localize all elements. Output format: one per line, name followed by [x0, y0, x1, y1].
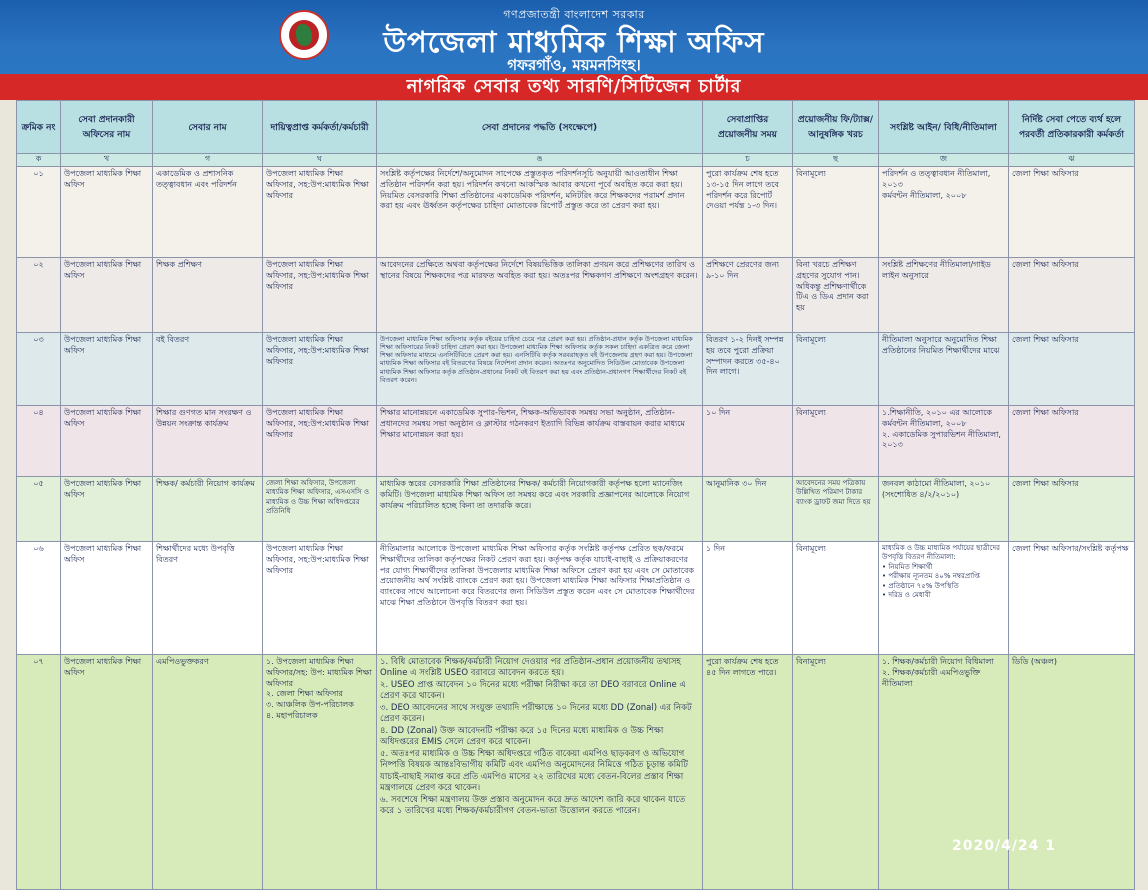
column-header: সংশ্লিষ্ট আইন/ বিধি/নীতিমালা	[879, 101, 1009, 154]
header	[0, 0, 1148, 74]
serial-number: ০২	[17, 258, 61, 333]
service-time: প্রশিক্ষণে প্রেরণের জন্য ৯-১০ দিন	[703, 258, 793, 333]
service-fee: বিনামূল্যে	[793, 406, 879, 477]
serial-number: ০৩	[17, 333, 61, 406]
column-code: ছ	[793, 154, 879, 167]
office-location: গফরগাঁও, ময়মনসিংহ।	[507, 56, 641, 74]
service-fee: বিনা খরচে প্রশিক্ষণ গ্রহণের সুযোগ পান। অধিকন্তু প্রশিক্ষণার্থীকে টিএ ও ডিএ প্রদান করা হয়	[793, 258, 879, 333]
table-row	[17, 655, 1135, 890]
serial-number: ০১	[17, 167, 61, 258]
remedy-officer: জেলা শিক্ষা অফিসার/সংশ্লিষ্ট কর্তৃপক্ষ	[1009, 542, 1135, 655]
citizen-charter-banner: নাগরিক সেবার তথ্য সারণি/সিটিজেন চার্টার	[0, 74, 1148, 100]
column-header: সেবা প্রদানের পদ্ধতি (সংক্ষেপে)	[377, 101, 703, 154]
remedy-officer: ডিডি (অঞ্চল)	[1009, 655, 1135, 890]
office-title: উপজেলা মাধ্যমিক শিক্ষা অফিস	[383, 25, 765, 59]
column-header: সেবাপ্রাপ্তির প্রয়োজনীয় সময়	[703, 101, 793, 154]
service-name: এমপিওভুক্তকরণ	[153, 655, 263, 890]
citizen-charter-table	[16, 100, 1135, 890]
service-fee: বিনামূল্যে	[793, 167, 879, 258]
column-header: নির্দিষ্ট সেবা পেতে ব্যর্থ হলে পরবর্তী প্রতিকারকারী কর্মকর্তা	[1009, 101, 1135, 154]
serial-number: ০৬	[17, 542, 61, 655]
related-law: ১.শিক্ষানীতি, ২০১০ এর আলোকে কর্মবন্টন নীতিমালা, ২০০৮ ২. একাডেমিক সুপারভিশন নীতিমালা, ২০১৩	[879, 406, 1009, 477]
column-code: ঝ	[1009, 154, 1135, 167]
header-row	[17, 101, 1135, 154]
service-method: সংশ্লিষ্ট কর্তৃপক্ষের নির্দেশে/অনুমোদন সাপেক্ষে প্রস্তুতকৃত পরিদর্শনসূচি অনুযায়ী আওতাধীন শিক্ষা প্রতিষ্ঠান পরিদর্শন করা হয়। পরিদর্শন কখনো আকস্মিক আবার কখনো পূর্বে অবহিত করে করা হয়। নিয়মিত বেসরকারি শিক্ষা প্রতিষ্ঠানের একাডেমিক পরিদর্শন, মনিটরিং করে শিক্ষকদের পরামর্শ প্রদান করা হয় এবং ঊর্ধ্বতন কর্তৃপক্ষের চাহিদা মোতাবেক রিপোর্ট প্রস্তুত করে তা প্রেরণ করা হয়।	[377, 167, 703, 258]
remedy-officer: জেলা শিক্ষা অফিসার	[1009, 333, 1135, 406]
serial-number: ০৭	[17, 655, 61, 890]
service-method: মাধ্যমিক স্তরের বেসরকারি শিক্ষা প্রতিষ্ঠানের শিক্ষক/ কর্মচারী নিয়োগকারী কর্তৃপক্ষ হলো ম্যানেজিং কমিটি। উপজেলা মাধ্যমিক শিক্ষা অফিস তা সমন্বয় করে এবং সরকারি প্রজ্ঞাপনের আলোকে নিয়োগ কার্যক্রম পরিচালিত হচ্ছে কিনা তা তদারকি করে।	[377, 477, 703, 542]
table-row	[17, 406, 1135, 477]
table-row	[17, 333, 1135, 406]
service-name: বই বিতরণ	[153, 333, 263, 406]
service-method: উপজেলা মাধ্যমিক শিক্ষা অফিসার কর্তৃক বইয়ের চাহিদা চেয়ে পত্র প্রেরণ করা হয়। প্রতিষ্ঠান-প্রধান কর্তৃক উপজেলা মাধ্যমিক শিক্ষা অফিসারের নিকট চাহিদা প্রেরণ করা হয়। উপজেলা মাধ্যমিক শিক্ষা অফিসার কর্তৃক সকল চাহিদা একত্রিত করে জেলা শিক্ষা অফিসার মাধ্যমে এনসিটিবিতে প্রেরণ করা হয়। এনসিটিবি কর্তৃক সরবরাহকৃত বই উপজেলায় গ্রহণ করা হয়। উপজেলা মাধ্যমিক শিক্ষা অফিসার বই বিতরণের বিষয়ে নির্দেশনা প্রদান করেন। অতঃপর অনুমোদিত সিডিউল মোতাবেক উপজেলা মাধ্যমিক শিক্ষা অফিসার কর্তৃক প্রতিষ্ঠান-প্রধানের নিকট বই বিতরণ করা হয় এবং প্রতিষ্ঠান-প্রধানগণ শিক্ষার্থীদের নিকট বই বিতরণ করেন।	[377, 333, 703, 406]
service-time: আনুমানিক ৩০ দিন	[703, 477, 793, 542]
service-method: নীতিমালার আলোকে উপজেলা মাধ্যমিক শিক্ষা অফিসার কর্তৃক সংশ্লিষ্ট কর্তৃপক্ষ প্রেরিত ছক/ফরমে শিক্ষার্থীদের তালিকা কর্তৃপক্ষের নিকট প্রেরণ করা হয়। কর্তৃপক্ষ কর্তৃক যাচাই-বাছাই ও প্রক্রিয়াকরণের পর যোগ্য শিক্ষার্থীদের তালিকা উপজেলার মাধ্যমিক শিক্ষা অফিসে প্রেরণ করা হয় এবং সে মোতাবেক প্রয়োজনীয় অর্থ সংশ্লিষ্ট ব্যাংকে প্রেরণ করা হয়। উপজেলা মাধ্যমিক শিক্ষা অফিসার শিক্ষাপ্রতিষ্ঠান ও ব্যাংকের সাথে আলোচনা করে বিতরণের জন্য সিডিউল প্রস্তুত করেন এবং সে মোতাবেক শিক্ষার্থীদের মাঝে শিক্ষা প্রতিষ্ঠানে উপবৃত্তি বিতরণ করা হয়।	[377, 542, 703, 655]
responsible-officer: উপজেলা মাধ্যমিক শিক্ষা অফিসার, সহ:উপ:মাধ্যমিক শিক্ষা অফিসার	[263, 333, 377, 406]
photo-timestamp: 2020/4/24 1	[952, 838, 1057, 854]
service-name: শিক্ষার্থীদের মধ্যে উপবৃত্তি বিতরণ	[153, 542, 263, 655]
related-law: মাধ্যমিক ও উচ্চ মাধ্যমিক পর্যায়ের ছাত্রীদের উপবৃত্তি বিতরণ নীতিমালা: • নিয়মিত শিক্ষার্থী • পরীক্ষায় ন্যূনতম ৪০% নম্বরপ্রাপ্তি • প্রতিষ্ঠানে ৭৫% উপস্থিতি • দরিদ্র ও মেধাবী	[879, 542, 1009, 655]
column-code: চ	[703, 154, 793, 167]
remedy-officer: জেলা শিক্ষা অফিসার	[1009, 258, 1135, 333]
responsible-officer: উপজেলা মাধ্যমিক শিক্ষা অফিসার, সহ:উপ:মাধ্যমিক শিক্ষা অফিসার	[263, 258, 377, 333]
service-fee: বিনামূল্যে	[793, 655, 879, 890]
service-time: পুরো কার্যক্রম শেষ হতে ৪৫ দিন লাগতে পারে।	[703, 655, 793, 890]
remedy-officer: জেলা শিক্ষা অফিসার	[1009, 167, 1135, 258]
responsible-officer: উপজেলা মাধ্যমিক শিক্ষা অফিসার, সহ:উপ:মাধ্যমিক শিক্ষা অফিসার	[263, 167, 377, 258]
service-fee: আবেদনের সময় পত্রিকায় উল্লিখিত পরিমাণ টাকার ব্যাংক ড্রাফট জমা দিতে হয়	[793, 477, 879, 542]
table-row	[17, 258, 1135, 333]
office-name: উপজেলা মাধ্যমিক শিক্ষা অফিস	[61, 406, 153, 477]
office-name: উপজেলা মাধ্যমিক শিক্ষা অফিস	[61, 258, 153, 333]
service-time: বিতরণ ১-২ দিনই সম্পন্ন হয় তবে পুরো প্রক্রিয়া সম্পাদন করতে ৩৫-৪০ দিন লাগে।	[703, 333, 793, 406]
column-code-row	[17, 154, 1135, 167]
service-time: পুরো কার্যক্রম শেষ হতে ১৩-১৫ দিন লাগে তবে পরিদর্শন করে রিপোর্ট দেওয়া পর্যন্ত ১-৩ দিন।	[703, 167, 793, 258]
responsible-officer: উপজেলা মাধ্যমিক শিক্ষা অফিসার, সহ:উপ:মাধ্যমিক শিক্ষা অফিসার	[263, 406, 377, 477]
office-name: উপজেলা মাধ্যমিক শিক্ষা অফিস	[61, 167, 153, 258]
column-code: ঙ	[377, 154, 703, 167]
column-header: সেবার নাম	[153, 101, 263, 154]
related-law: জনবল কাঠামো নীতিমালা, ২০১০ (সংশোধিত ৪/২/২০১০)	[879, 477, 1009, 542]
office-name: উপজেলা মাধ্যমিক শিক্ষা অফিস	[61, 477, 153, 542]
column-code: ঘ	[263, 154, 377, 167]
service-method: আবেদনের প্রেক্ষিতে অথবা কর্তৃপক্ষের নির্দেশে বিষয়ভিত্তিক তালিকা প্রণয়ন করে প্রশিক্ষণের তারিখ ও স্থানের বিষয়ে শিক্ষকদের পত্র মারফত অবহিত করা হয়। অতঃপর শিক্ষকগণ প্রশিক্ষণে অংশগ্রহণ করেন।	[377, 258, 703, 333]
column-code: জ	[879, 154, 1009, 167]
service-method: শিক্ষার মানোন্নয়নে একাডেমিক সুপার-ভিশন, শিক্ষক-অভিভাবক সমন্বয় সভা অনুষ্ঠান, প্রতিষ্ঠান-প্রধানদের সমন্বয় সভা অনুষ্ঠান ও ক্লাস্টার গঠনকরণ ইত্যাদি বিভিন্ন কার্যক্রম বাস্তবায়ন করার মাধ্যমে শিক্ষার মানোন্নয়ন করা হয়।	[377, 406, 703, 477]
table-row	[17, 167, 1135, 258]
service-time: ১ দিন	[703, 542, 793, 655]
service-method: ১. বিধি মোতাবেক শিক্ষক/কর্মচারী নিয়োগ দেওয়ার পর প্রতিষ্ঠান-প্রধান প্রয়োজনীয় তথ্যসহ Online এ সংশ্লিষ্ট USEO বরাবরে আবেদন করতে হয়। ২. USEO প্রাপ্ত আবেদন ১০ দিনের মধ্যে পরীক্ষা নিরীক্ষা করে তা DEO বরাবরে Online এ প্রেরণ করে থাকেন। ৩. DEO আবেদনের সাথে সংযুক্ত তথ্যাদি পরীক্ষান্তে ১০ দিনের মধ্যে DD (Zonal) এর নিকট প্রেরণ করেন। ৪. DD (Zonal) উক্ত আবেদনটি পরীক্ষা করে ১৫ দিনের মধ্যে মাধ্যমিক ও উচ্চ শিক্ষা অধিদপ্তরের EMIS সেলে প্রেরণ করে থাকেন। ৫. অতঃপর মাধ্যমিক ও উচ্চ শিক্ষা অধিদপ্তরে গঠিত বাকেয়া এমপিও ছাড়করণ ও অভিযোগ নিষ্পত্তি বিষয়ক আন্তঃবিভাগীয় কমিটি এবং এমপিও অনুমোদনের নিমিত্তে গঠিত চূড়ান্ত কমিটি যাচাই-বাছাই সমাপ্ত করে প্রতি এমপিও মাসের ২২ তারিখের মধ্যে বেতন-বিলের প্রস্তাব শিক্ষা মন্ত্রণালয়ে প্রেরণ করে থাকেন। ৬. সবশেষে শিক্ষা মন্ত্রণালয় উক্ত প্রস্তাব অনুমোদন করে দ্রুত আদেশ জারি করে থাকেন যাতে করে ১ তারিখের মধ্যে শিক্ষক/কর্মচারীগণ বেতন-ভাতা উত্তোলন করতে পারেন।	[377, 655, 703, 890]
column-header: প্রয়োজনীয় ফি/ট্যাক্স/ আনুষঙ্গিক খরচ	[793, 101, 879, 154]
column-header: সেবা প্রদানকারী অফিসের নাম	[61, 101, 153, 154]
column-code: গ	[153, 154, 263, 167]
responsible-officer: জেলা শিক্ষা অফিসার, উপজেলা মাধ্যমিক শিক্ষা অফিসার, এসএসসি ও মাধ্যমিক ও উচ্চ শিক্ষা অধিদপ্তরের প্রতিনিধি	[263, 477, 377, 542]
service-name: শিক্ষার গুণগত মান সংরক্ষণ ও উন্নয়ন সংক্রান্ত কার্যক্রম	[153, 406, 263, 477]
government-name: গণপ্রজাতন্ত্রী বাংলাদেশ সরকার	[503, 8, 645, 21]
service-time: ১০ দিন	[703, 406, 793, 477]
column-code: ক	[17, 154, 61, 167]
table-row	[17, 477, 1135, 542]
remedy-officer: জেলা শিক্ষা অফিসার	[1009, 406, 1135, 477]
service-fee: বিনামূল্যে	[793, 542, 879, 655]
office-name: উপজেলা মাধ্যমিক শিক্ষা অফিস	[61, 655, 153, 890]
related-law: ১. শিক্ষক/কর্মচারী নিয়োগ বিধিমালা ২. শিক্ষক/কর্মচারী এমপিওভুক্তি নীতিমালা	[879, 655, 1009, 890]
service-name: শিক্ষক/ কর্মচারী নিয়োগ কার্যক্রম	[153, 477, 263, 542]
related-law: নীতিমালা অনুসারে অনুমোদিত শিক্ষা প্রতিষ্ঠানের নিয়মিত শিক্ষার্থীদের মাঝে	[879, 333, 1009, 406]
responsible-officer: উপজেলা মাধ্যমিক শিক্ষা অফিসার, সহ:উপ:মাধ্যমিক শিক্ষা অফিসার	[263, 542, 377, 655]
serial-number: ০৫	[17, 477, 61, 542]
office-name: উপজেলা মাধ্যমিক শিক্ষা অফিস	[61, 333, 153, 406]
column-header: ক্রমিক নং	[17, 101, 61, 154]
service-fee: বিনামূল্যে	[793, 333, 879, 406]
related-law: পরিদর্শন ও তত্ত্বাবধান নীতিমালা, ২০১৩ কর্মবন্টন নীতিমালা, ২০০৮	[879, 167, 1009, 258]
serial-number: ০৪	[17, 406, 61, 477]
service-name: শিক্ষক প্রশিক্ষণ	[153, 258, 263, 333]
column-header: দায়িত্বপ্রাপ্ত কর্মকর্তা/কর্মচারী	[263, 101, 377, 154]
remedy-officer: জেলা শিক্ষা অফিসার	[1009, 477, 1135, 542]
office-name: উপজেলা মাধ্যমিক শিক্ষা অফিস	[61, 542, 153, 655]
table-row	[17, 542, 1135, 655]
column-code: খ	[61, 154, 153, 167]
responsible-officer: ১. উপজেলা মাধ্যমিক শিক্ষা অফিসার/সহ: উপ: মাধ্যমিক শিক্ষা অফিসার ২. জেলা শিক্ষা অফিসার ৩. আঞ্চলিক উপ-পরিচালক ৪. মহাপরিচালক	[263, 655, 377, 890]
related-law: সংশ্লিষ্ট প্রশিক্ষণের নীতিমালা/গাইড লাইন অনুসারে	[879, 258, 1009, 333]
service-name: একাডেমিক ও প্রশাসনিক তত্ত্বাবধান এবং পরিদর্শন	[153, 167, 263, 258]
